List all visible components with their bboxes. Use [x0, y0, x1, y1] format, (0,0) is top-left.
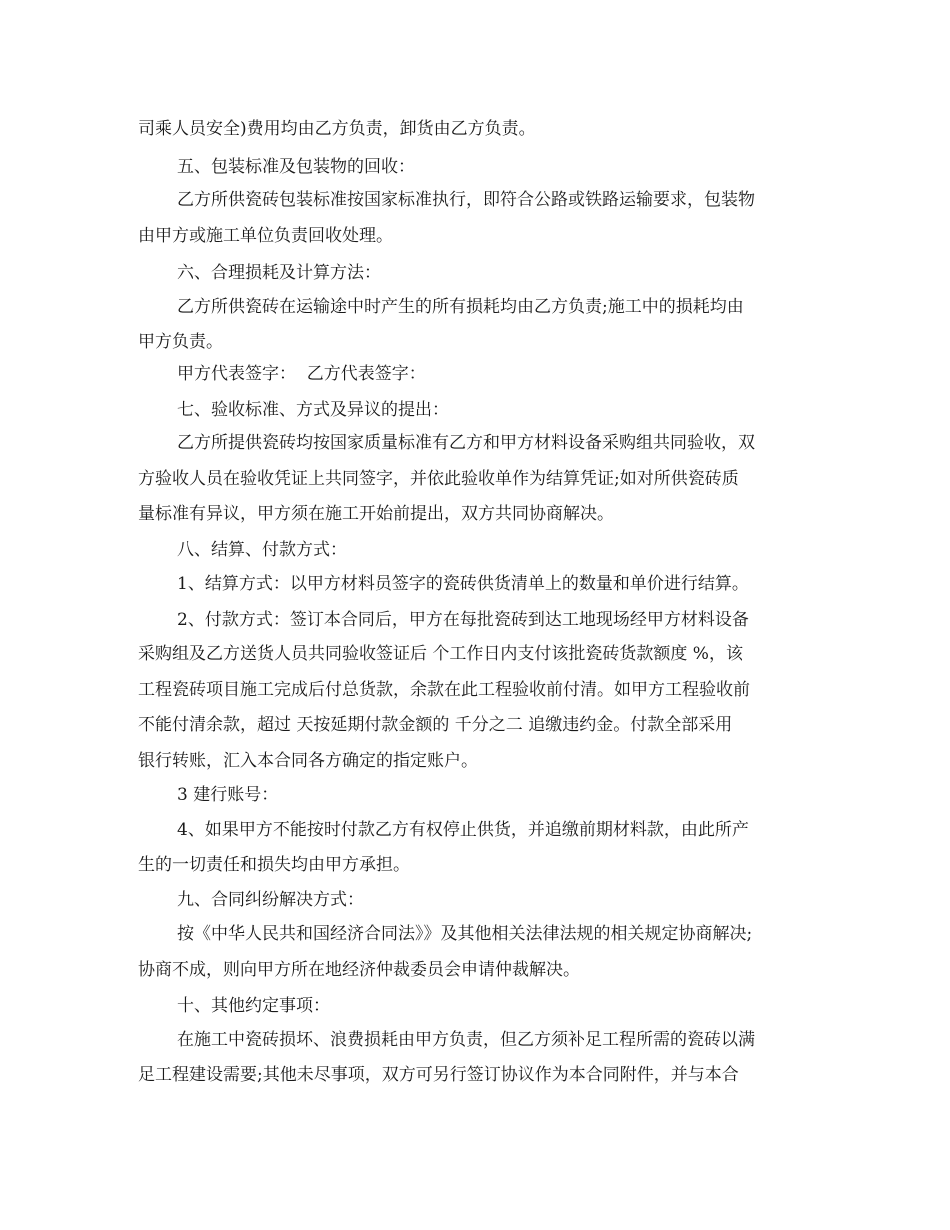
- text-line: 4、如果甲方不能按时付款乙方有权停止供货，并追缴前期材料款，由此所产: [177, 820, 749, 840]
- text-line: 2、付款方式：签订本合同后，甲方在每批瓷砖到达工地现场经甲方材料设备: [177, 610, 749, 630]
- text-line: 甲方负责。: [138, 332, 223, 352]
- signature-line: 甲方代表签字： 乙方代表签字：: [177, 364, 426, 384]
- text-line: 不能付清余款，超过 天按延期付款金额的 千分之二 追缴违约金。付款全部采用: [138, 715, 733, 735]
- text-line: 1、结算方式：以甲方材料员签字的瓷砖供货清单上的数量和单价进行结算。: [177, 574, 749, 594]
- text-line: 在施工中瓷砖损坏、浪费损耗由甲方负责，但乙方须补足工程所需的瓷砖以满: [177, 1030, 755, 1050]
- section-heading: 九、合同纠纷解决方式：: [177, 890, 364, 910]
- text-line: 足工程建设需要;其他未尽事项，双方可另行签订协议作为本合同附件，并与本合: [138, 1065, 739, 1085]
- text-line: 乙方所提供瓷砖均按国家质量标准有乙方和甲方材料设备采购组共同验收，双: [177, 433, 755, 453]
- text-line: 按《中华人民共和国经济合同法》》及其他相关法律法规的相关规定协商解决;: [177, 924, 753, 944]
- text-line: 司乘人员安全)费用均由乙方负责，卸货由乙方负责。: [138, 119, 536, 139]
- text-line: 乙方所供瓷砖包装标准按国家标准执行，即符合公路或铁路运输要求，包装物: [177, 190, 755, 210]
- text-line: 生的一切责任和损失均由甲方承担。: [138, 855, 410, 875]
- section-heading: 七、验收标准、方式及异议的提出：: [177, 400, 449, 420]
- text-line: 3 建行账号：: [177, 785, 279, 805]
- text-line: 采购组及乙方送货人员共同验收签证后 个工作日内支付该批瓷砖货款额度 %，该: [138, 644, 743, 664]
- text-line: 乙方所供瓷砖在运输途中时产生的所有损耗均由乙方负责;施工中的损耗均由: [177, 297, 744, 317]
- section-heading: 六、合理损耗及计算方法：: [177, 263, 381, 283]
- text-line: 银行转账，汇入本合同各方确定的指定账户。: [138, 751, 478, 771]
- text-line: 由甲方或施工单位负责回收处理。: [138, 226, 393, 246]
- text-line: 工程瓷砖项目施工完成后付总货款，余款在此工程验收前付清。如甲方工程验收前: [138, 680, 750, 700]
- section-heading: 八、结算、付款方式：: [177, 540, 347, 560]
- text-line: 协商不成，则向甲方所在地经济仲裁委员会申请仲裁解决。: [138, 960, 580, 980]
- text-line: 量标准有异议，甲方须在施工开始前提出，双方共同协商解决。: [138, 504, 614, 524]
- section-heading: 五、包装标准及包装物的回收：: [177, 157, 415, 177]
- text-line: 方验收人员在验收凭证上共同签字，并依此验收单作为结算凭证;如对所供瓷砖质: [138, 469, 739, 489]
- section-heading: 十、其他约定事项：: [177, 996, 330, 1016]
